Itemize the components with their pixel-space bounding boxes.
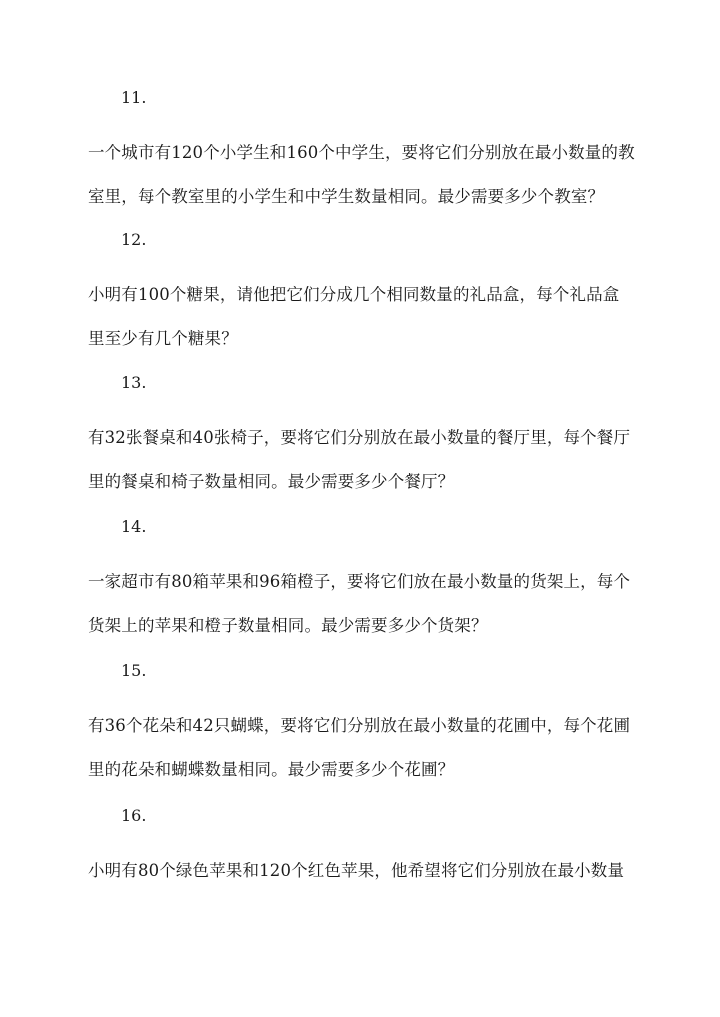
problem-text xyxy=(88,416,648,504)
problem-12 xyxy=(88,230,648,361)
problem-13 xyxy=(88,373,648,504)
problem-text-line: 货架上的苹果和橙子数量相同。最少需要多少个货架？ xyxy=(88,616,488,635)
problem-14 xyxy=(88,517,648,648)
problem-text xyxy=(88,131,648,219)
problem-text-line: 里至少有几个糖果？ xyxy=(88,329,238,348)
problem-number: 12. xyxy=(121,230,147,249)
problem-text-line: 有32张餐桌和40张椅子，要将它们分别放在最小数量的餐厅里，每个餐厅 xyxy=(88,428,631,447)
problem-number: 16. xyxy=(121,806,147,825)
problem-text-line: 小明有80个绿色苹果和120个红色苹果，他希望将它们分别放在最小数量 xyxy=(88,861,625,880)
problem-number: 13. xyxy=(121,373,147,392)
problem-text-line: 一家超市有80箱苹果和96箱橙子，要将它们放在最小数量的货架上，每个 xyxy=(88,572,631,591)
problem-15 xyxy=(88,661,648,792)
problem-text-line: 小明有100个糖果，请他把它们分成几个相同数量的礼品盒，每个礼品盒 xyxy=(88,285,620,304)
problem-text xyxy=(88,704,648,792)
problem-text xyxy=(88,849,648,893)
problem-11 xyxy=(88,88,648,219)
problem-text xyxy=(88,273,648,361)
problem-text-line: 里的餐桌和椅子数量相同。最少需要多少个餐厅？ xyxy=(88,472,455,491)
problem-number: 14. xyxy=(121,517,147,536)
problem-16 xyxy=(88,806,648,893)
problem-text-line: 有36个花朵和42只蝴蝶，要将它们分别放在最小数量的花圃中，每个花圃 xyxy=(88,716,631,735)
problem-text-line: 一个城市有120个小学生和160个中学生，要将它们分别放在最小数量的教 xyxy=(88,143,635,162)
problem-text xyxy=(88,560,648,648)
problem-number: 11. xyxy=(121,88,147,107)
problem-text-line: 里的花朵和蝴蝶数量相同。最少需要多少个花圃？ xyxy=(88,760,455,779)
problem-text-line: 室里，每个教室里的小学生和中学生数量相同。最少需要多少个教室？ xyxy=(88,187,605,206)
problem-number: 15. xyxy=(121,661,147,680)
